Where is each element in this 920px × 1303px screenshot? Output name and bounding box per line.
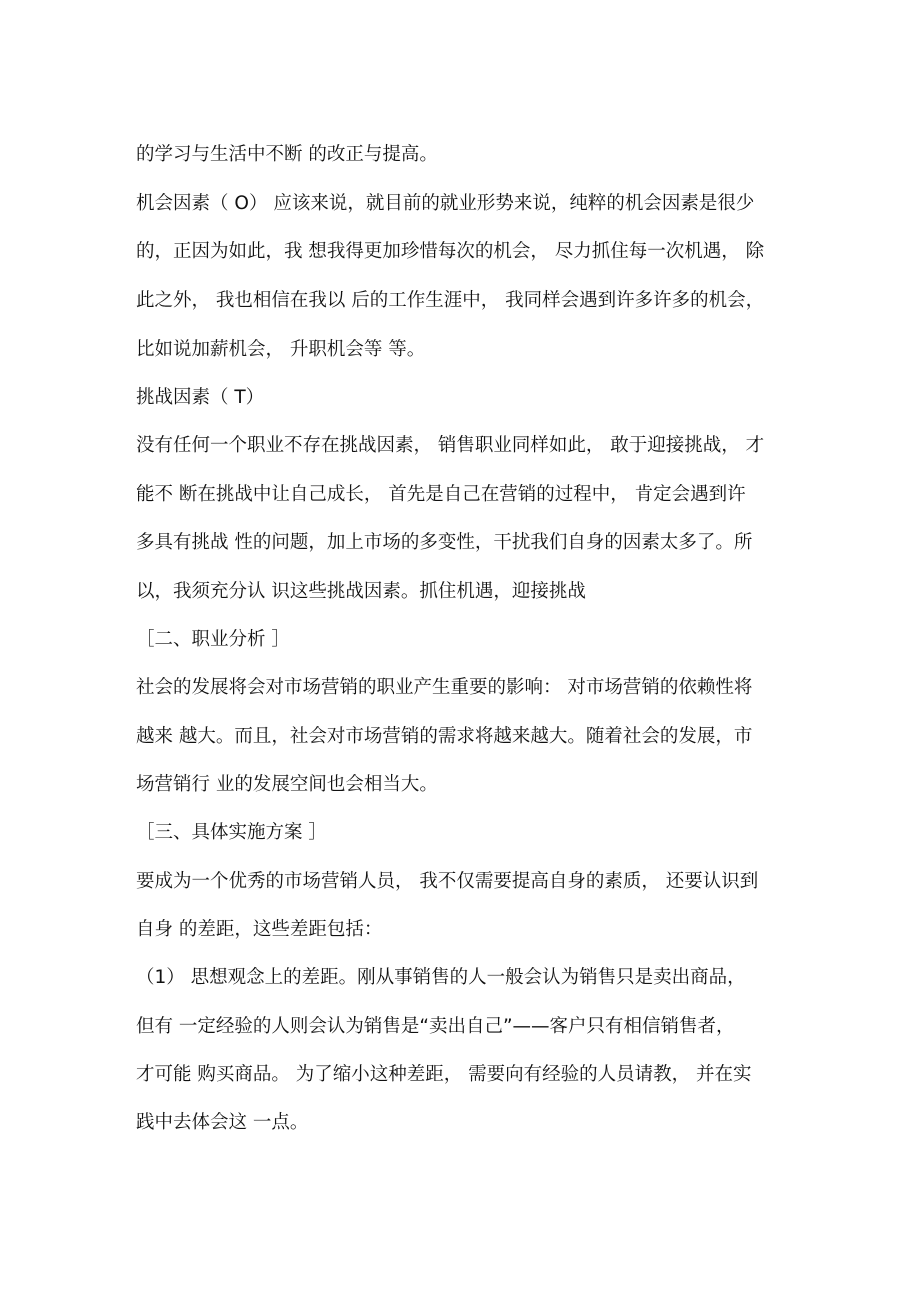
text-line: 社会的发展将会对市场营销的职业产生重要的影响： 对市场营销的依赖性将 xyxy=(136,677,753,698)
list-item-1: （1） 思想观念上的差距。刚从事销售的人一般会认为销售只是卖出商品， xyxy=(136,967,746,988)
text-line: 能不 断在挑战中让自己成长， 首先是自己在营销的过程中， 肯定会遇到许 xyxy=(136,484,746,505)
text-line: 要成为一个优秀的市场营销人员， 我不仅需要提高自身的素质， 还要认识到 xyxy=(136,871,759,892)
section-heading-career-analysis: ［二、职业分析 ］ xyxy=(136,629,290,650)
text-line: 多具有挑战 性的问题，加上市场的多变性，干扰我们自身的因素太多了。所 xyxy=(136,532,753,553)
text-line: 践中去体会这 一点。 xyxy=(136,1112,309,1133)
text-line: 的，正因为如此，我 想我得更加珍惜每次的机会， 尽力抓住每一次机遇， 除 xyxy=(136,241,765,262)
text-line: 机会因素（ O） 应该来说，就目前的就业形势来说，纯粹的机会因素是很少 xyxy=(136,193,755,214)
text-line: 没有任何一个职业不存在挑战因素， 销售职业同样如此， 敢于迎接挑战， 才 xyxy=(136,435,765,456)
section-heading-threats: 挑战因素（ T） xyxy=(136,387,265,408)
text-line: 才可能 购买商品。 为了缩小这种差距， 需要向有经验的人员请教， 并在实 xyxy=(136,1064,752,1085)
section-heading-implementation-plan: ［三、具体实施方案 ］ xyxy=(136,822,327,843)
text-line: 越来 越大。而且，社会对市场营销的需求将越来越大。随着社会的发展，市 xyxy=(136,726,753,747)
text-line: 场营销行 业的发展空间也会相当大。 xyxy=(136,774,438,795)
text-line: 此之外， 我也相信在我以 后的工作生涯中， 我同样会遇到许多许多的机会， xyxy=(136,290,765,311)
text-line: 的学习与生活中不断 的改正与提高。 xyxy=(136,144,438,165)
text-line: 以，我须充分认 识这些挑战因素。抓住机遇，迎接挑战 xyxy=(136,581,586,602)
text-line: 自身 的差距，这些差距包括： xyxy=(136,919,383,940)
text-line: 比如说加薪机会， 升职机会等 等。 xyxy=(136,339,426,360)
text-line: 但有 一定经验的人则会认为销售是“卖出自己”——客户只有相信销售者， xyxy=(136,1016,735,1037)
